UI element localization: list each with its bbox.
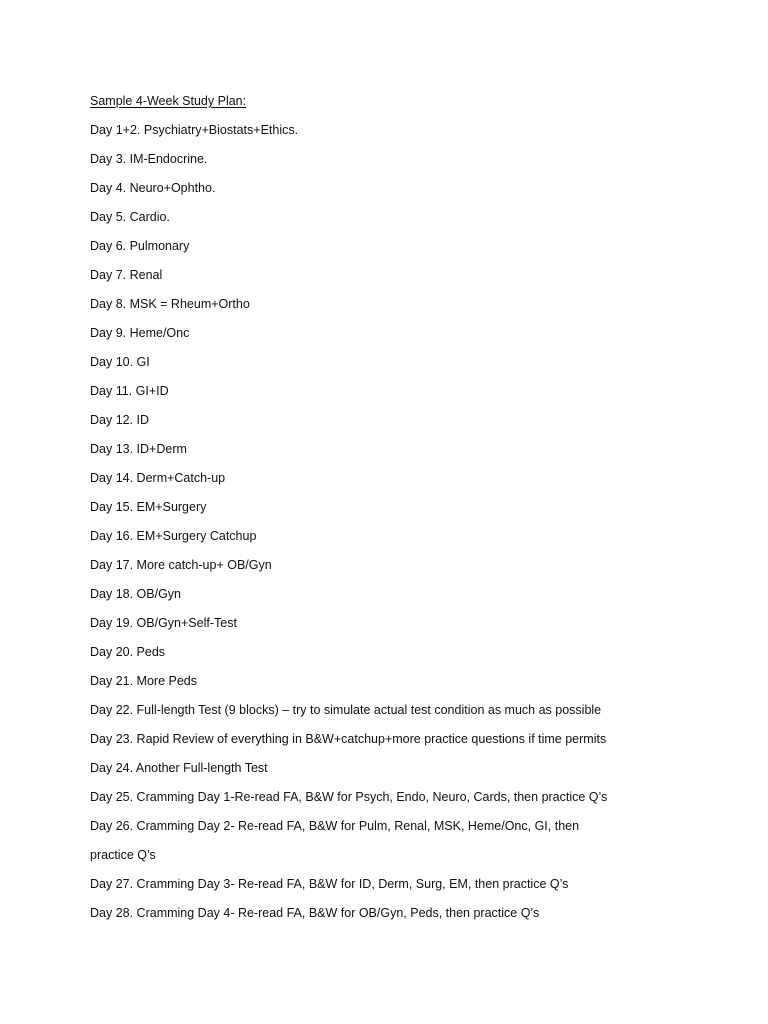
study-plan-line: Day 17. More catch-up+ OB/Gyn bbox=[90, 558, 272, 572]
study-plan-line: Day 15. EM+Surgery bbox=[90, 500, 207, 514]
study-plan-line: Day 26. Cramming Day 2- Re-read FA, B&W for Pulm, Renal, MSK, Heme/Onc, GI, then bbox=[90, 819, 580, 833]
study-plan-line: Day 24. Another Full-length Test bbox=[90, 761, 268, 775]
study-plan-line: Day 9. Heme/Onc bbox=[90, 326, 190, 340]
study-plan-line: Day 4. Neuro+Ophtho. bbox=[90, 181, 216, 195]
document-title: Sample 4-Week Study Plan: bbox=[90, 94, 247, 108]
study-plan-line: Day 5. Cardio. bbox=[90, 210, 170, 224]
study-plan-line: Day 8. MSK = Rheum+Ortho bbox=[90, 297, 250, 311]
study-plan-line: Day 6. Pulmonary bbox=[90, 239, 190, 253]
document-content bbox=[90, 91, 730, 932]
study-plan-line: Day 7. Renal bbox=[90, 268, 163, 282]
study-plan-line: Day 13. ID+Derm bbox=[90, 442, 187, 456]
study-plan-line: Day 21. More Peds bbox=[90, 674, 197, 688]
study-plan-line: Day 25. Cramming Day 1-Re-read FA, B&W for Psych, Endo, Neuro, Cards, then practice Q’s bbox=[90, 790, 608, 804]
study-plan-line: Day 22. Full-length Test (9 blocks) – try to simulate actual test condition as much as possible bbox=[90, 703, 602, 717]
study-plan-line: Day 10. GI bbox=[90, 355, 150, 369]
study-plan-line: Day 28. Cramming Day 4- Re-read FA, B&W for OB/Gyn, Peds, then practice Q’s bbox=[90, 906, 540, 920]
study-plan-line: Day 16. EM+Surgery Catchup bbox=[90, 529, 257, 543]
study-plan-line: Day 20. Peds bbox=[90, 645, 166, 659]
study-plan-list bbox=[90, 120, 730, 923]
study-plan-line: Day 11. GI+ID bbox=[90, 384, 169, 398]
study-plan-line: Day 1+2. Psychiatry+Biostats+Ethics. bbox=[90, 123, 299, 137]
study-plan-line: Day 18. OB/Gyn bbox=[90, 587, 182, 601]
study-plan-line: Day 14. Derm+Catch-up bbox=[90, 471, 226, 485]
study-plan-line: Day 19. OB/Gyn+Self-Test bbox=[90, 616, 237, 630]
study-plan-line: Day 3. IM-Endocrine. bbox=[90, 152, 208, 166]
study-plan-line: Day 27. Cramming Day 3- Re-read FA, B&W for ID, Derm, Surg, EM, then practice Q’s bbox=[90, 877, 569, 891]
study-plan-line: Day 12. ID bbox=[90, 413, 150, 427]
study-plan-line-continuation: practice Q’s bbox=[90, 848, 156, 862]
study-plan-line: Day 23. Rapid Review of everything in B&W+catchup+more practice questions if time permits bbox=[90, 732, 607, 746]
